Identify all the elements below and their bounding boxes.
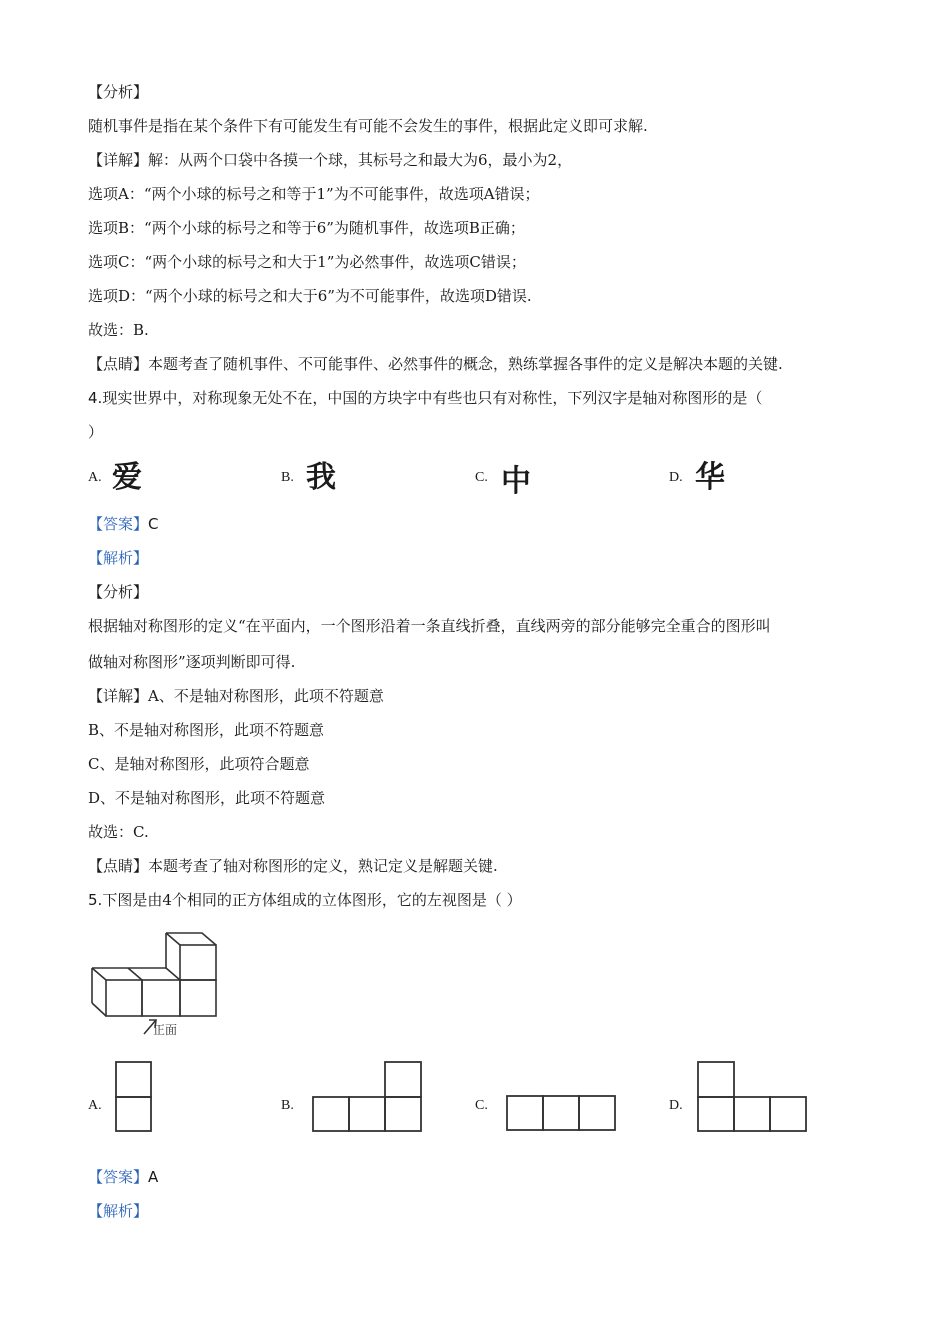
q3-choice: 故选：B. xyxy=(88,321,149,339)
q5-option-d-view xyxy=(696,1060,810,1134)
character-ai: 爱 xyxy=(112,460,142,495)
q5-option-c-view xyxy=(505,1094,619,1134)
q4-analysis-line2: 做轴对称图形”逐项判断即可得. xyxy=(88,653,296,671)
q3-detail-heading: 【详解】 xyxy=(88,151,149,169)
character-hua: 华 xyxy=(695,460,725,495)
option-label: B. xyxy=(281,470,294,485)
q4-comment xyxy=(88,856,498,876)
q3-detail-line xyxy=(88,150,572,170)
q5-explain-heading: 【解析】 xyxy=(88,1202,149,1220)
q5-answer xyxy=(88,1167,158,1187)
q4-number: 4. xyxy=(88,389,103,407)
q4-detail-c: C、是轴对称图形，此项符合题意 xyxy=(88,755,310,773)
character-zhong: 中 xyxy=(501,464,531,499)
front-label: 正面 xyxy=(153,1023,178,1037)
q3-comment xyxy=(88,354,783,374)
option-label: D. xyxy=(669,470,683,485)
q4-detail-d: D、不是轴对称图形，此项不符题意 xyxy=(88,789,326,807)
q3-option-a: 选项A：“两个小球的标号之和等于1”为不可能事件，故选项A错误； xyxy=(88,185,540,203)
q4-detail-b: B、不是轴对称图形，此项不符题意 xyxy=(88,721,325,739)
q3-comment-text: 本题考查了随机事件、不可能事件、必然事件的概念，熟练掌握各事件的定义是解决本题的关键. xyxy=(148,355,783,373)
q5-option-a-view xyxy=(114,1060,154,1134)
option-label: C. xyxy=(475,470,488,485)
q3-detail-text: 解：从两个口袋中各摸一个球，其标号之和最大为6，最小为2， xyxy=(148,151,573,169)
q3-option-b: 选项B：“两个小球的标号之和等于6”为随机事件，故选项B正确； xyxy=(88,219,525,237)
q4-choice: 故选：C. xyxy=(88,823,149,841)
q5-answer-value: A xyxy=(148,1168,159,1186)
q5-option-a-label: A. xyxy=(88,1098,102,1113)
q4-analysis-line1: 根据轴对称图形的定义“在平面内，一个图形沿着一条直线折叠，直线两旁的部分能够完全重合的图形叫 xyxy=(88,617,771,635)
q5-option-c-label: C. xyxy=(475,1098,488,1113)
q4-stem-line1 xyxy=(88,388,762,408)
q4-analysis-heading: 【分析】 xyxy=(88,583,149,601)
q5-stem-text: 下图是由4个相同的正方体组成的立体图形，它的左视图是（ ） xyxy=(102,891,522,909)
q5-option-b-view xyxy=(311,1060,425,1134)
q4-answer xyxy=(88,514,159,534)
q5-answer-heading: 【答案】 xyxy=(88,1168,149,1186)
q4-detail-heading: 【详解】 xyxy=(88,687,149,705)
q3-option-d: 选项D：“两个小球的标号之和大于6”为不可能事件，故选项D错误. xyxy=(88,287,532,305)
q5-stem xyxy=(88,890,522,910)
q4-stem-text: 现实世界中，对称现象无处不在，中国的方块字中有些也只有对称性，下列汉字是轴对称图形的是（ xyxy=(102,389,763,407)
q5-number: 5. xyxy=(88,891,103,909)
q4-answer-value: C xyxy=(148,515,159,533)
option-label: A. xyxy=(88,470,102,485)
q3-comment-heading: 【点睛】 xyxy=(88,355,149,373)
q5-option-d-label: D. xyxy=(669,1098,683,1113)
q4-stem-line2: ） xyxy=(88,423,104,441)
character-wo: 我 xyxy=(306,460,336,495)
q4-detail xyxy=(88,686,384,706)
q3-analysis-heading: 【分析】 xyxy=(88,83,149,101)
q5-option-b-label: B. xyxy=(281,1098,294,1113)
q3-analysis-text: 随机事件是指在某个条件下有可能发生有可能不会发生的事件，根据此定义即可求解. xyxy=(88,117,648,135)
q4-detail-a: A、不是轴对称图形，此项不符题意 xyxy=(148,687,384,705)
q4-answer-heading: 【答案】 xyxy=(88,515,149,533)
q4-explain-heading: 【解析】 xyxy=(88,549,149,567)
q3-option-c: 选项C：“两个小球的标号之和大于1”为必然事件，故选项C错误； xyxy=(88,253,526,271)
q4-comment-text: 本题考查了轴对称图形的定义，熟记定义是解题关键. xyxy=(148,857,498,875)
q4-comment-heading: 【点睛】 xyxy=(88,857,149,875)
